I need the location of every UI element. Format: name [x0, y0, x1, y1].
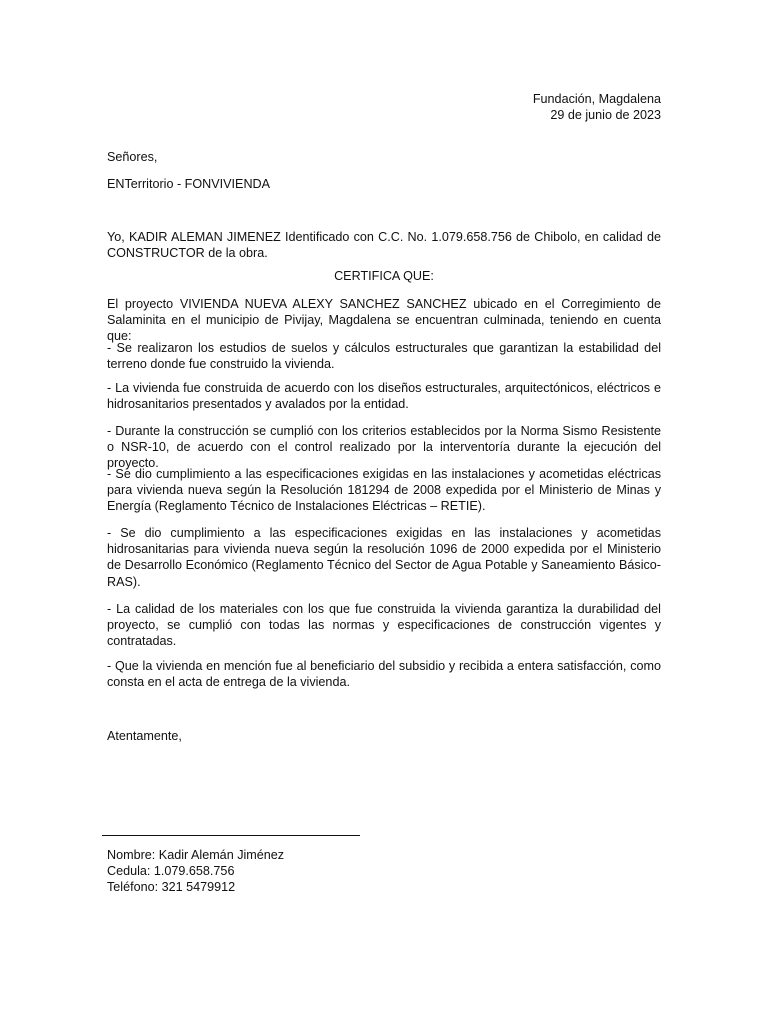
list-item: - Se realizaron los estudios de suelos y cálculos estructurales que garantizan la estabilidad del terreno donde fue construido la vivienda.	[107, 341, 661, 372]
letter-header	[107, 91, 661, 123]
signature-id: Cedula: 1.079.658.756	[107, 864, 235, 879]
intro-paragraph: Yo, KADIR ALEMAN JIMENEZ Identificado con C.C. No. 1.079.658.756 de Chibolo, en calidad de CONSTRUCTOR de la obra.	[107, 230, 661, 261]
project-paragraph: El proyecto VIVIENDA NUEVA ALEXY SANCHEZ SANCHEZ ubicado en el Corregimiento de Salaminita en el municipio de Pivijay, Magdalena se encuentran culminada, teniendo en cuenta que:	[107, 297, 661, 344]
list-item: - Durante la construcción se cumplió con los criterios establecidos por la Norma Sismo Resistente o NSR-10, de acuerdo con el control realizado por la interventoría durante la ejecución del proyecto.	[107, 424, 661, 471]
list-item: - Que la vivienda en mención fue al beneficiario del subsidio y recibida a entera satisfacción, como consta en el acta de entrega de la vivienda.	[107, 659, 661, 690]
closing: Atentamente,	[107, 729, 182, 743]
list-item: - Se dio cumplimiento a las especificaciones exigidas en las instalaciones y acometidas hidrosanitarias para vivienda nueva según la resolución 1096 de 2000 expedida por el Ministerio de Desarrollo Económico (Reglamento Técnico del Sector de Agua Potable y Saneamiento Básico-RAS).	[107, 526, 661, 589]
list-item: - La vivienda fue construida de acuerdo con los diseños estructurales, arquitectónicos, eléctricos e hidrosanitarios presentados y avalados por la entidad.	[107, 381, 661, 412]
signature-block	[107, 847, 661, 896]
header-date: 29 de junio de 2023	[550, 108, 661, 123]
salutation: Señores,	[107, 150, 158, 164]
signature-phone: Teléfono: 321 5479912	[107, 880, 236, 895]
list-item: - Se dio cumplimiento a las especificaciones exigidas en las instalaciones y acometidas eléctricas para vivienda nueva según la Resolución 181294 de 2008 expedida por el Ministerio de Minas y Energía (Reglamento Técnico de Instalaciones Eléctricas – RETIE).	[107, 467, 661, 514]
signature-name: Nombre: Kadir Alemán Jiménez	[107, 848, 285, 862]
recipient-entity: ENTerritorio - FONVIVIENDA	[107, 177, 271, 191]
header-place: Fundación, Magdalena	[532, 92, 661, 106]
list-item: - La calidad de los materiales con los que fue construida la vivienda garantiza la durabilidad del proyecto, se cumplió con todas las normas y especificaciones de construcción vigentes y contratadas.	[107, 602, 661, 649]
signature-line	[102, 835, 360, 836]
certifica-heading: CERTIFICA QUE:	[334, 269, 434, 283]
